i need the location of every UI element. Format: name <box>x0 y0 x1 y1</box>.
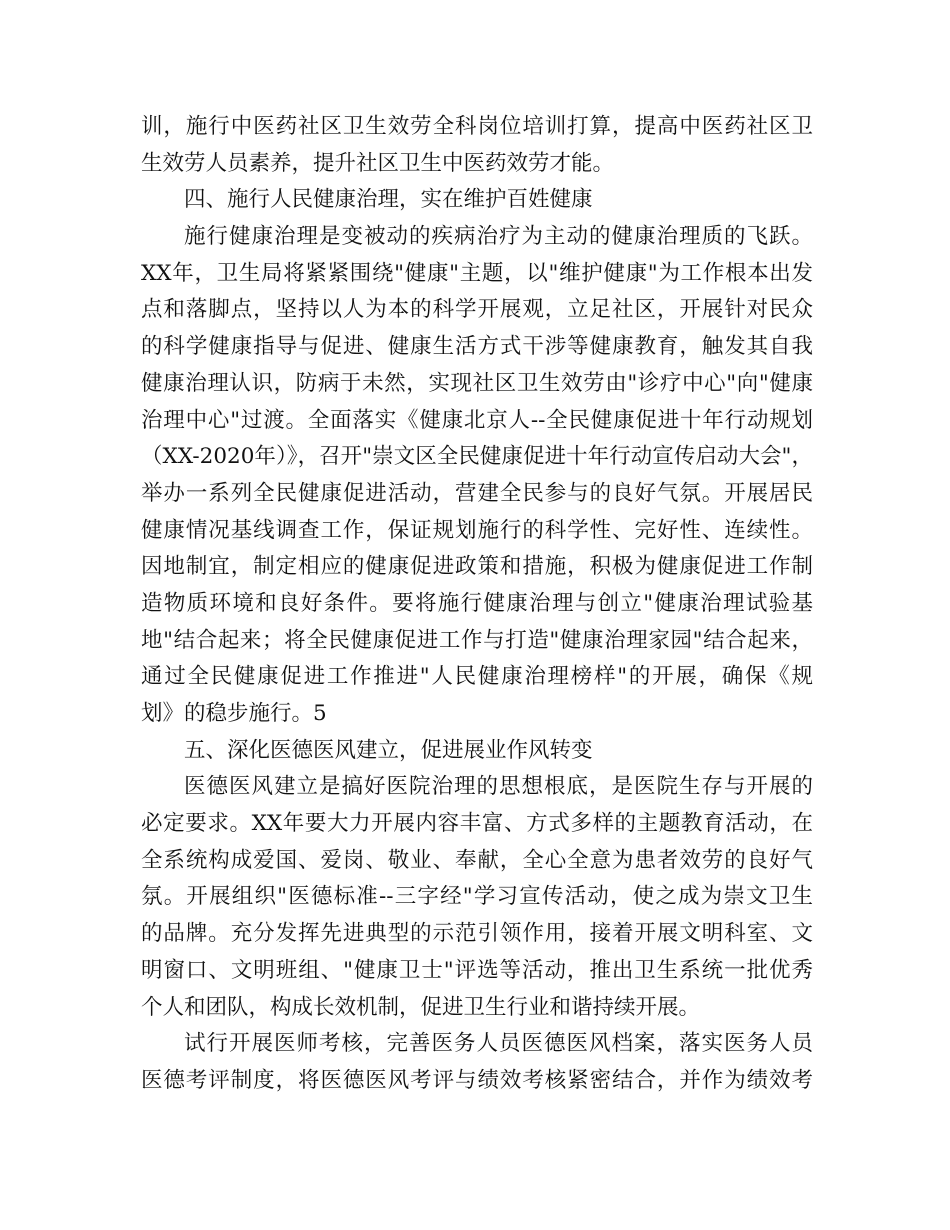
text-line: 治理中心"过渡。全面落实《健康北京人--全民健康促进十年行动规划 <box>141 407 813 433</box>
text-line: XX年，卫生局将紧紧围绕"健康"主题，以"维护健康"为工作根本出发 <box>141 260 813 286</box>
text-line: 全系统构成爱国、爱岗、敬业、奉献，全心全意为患者效劳的良好气 <box>141 847 813 873</box>
text-line: 因地制宜，制定相应的健康促进政策和措施，积极为健康促进工作制 <box>141 554 813 580</box>
text-line: 必定要求。XX年要大力开展内容丰富、方式多样的主题教育活动，在 <box>141 811 813 837</box>
text-line: 个人和团队，构成长效机制，促进卫生行业和谐持续开展。 <box>141 994 701 1020</box>
text-line: 氛。开展组织"医德标准--三字经"学习宣传活动，使之成为崇文卫生 <box>141 884 813 910</box>
text-line: 试行开展医师考核，完善医务人员医德医风档案，落实医务人员 <box>184 1031 813 1057</box>
text-line: 训，施行中医药社区卫生效劳全科岗位培训打算，提高中医药社区卫 <box>141 114 813 139</box>
text-line: 健康治理认识，防病于未然，实现社区卫生效劳由"诊疗中心"向"健康 <box>141 370 813 396</box>
text-line: 明窗口、文明班组、"健康卫士"评选等活动，推出卫生系统一批优秀 <box>141 957 813 983</box>
text-line: 划》的稳步施行。5 <box>141 701 327 726</box>
text-line: 的品牌。充分发挥先进典型的示范引领作用，接着开展文明科室、文 <box>141 921 813 947</box>
text-line: 通过全民健康促进工作推进"人民健康治理榜样"的开展，确保《规 <box>141 664 813 690</box>
text-line: 医德医风建立是搞好医院治理的思想根底，是医院生存与开展的 <box>184 774 813 800</box>
text-line: （XX-2020年）》，召开"崇文区全民健康促进十年行动宣传启动大会"， <box>141 444 813 470</box>
text-line: 健康情况基线调查工作，保证规划施行的科学性、完好性、连续性。 <box>141 517 813 543</box>
text-line: 造物质环境和良好条件。要将施行健康治理与创立"健康治理试验基 <box>141 590 813 616</box>
text-line: 举办一系列全民健康促进活动，营建全民参与的良好气氛。开展居民 <box>141 480 813 506</box>
text-line: 点和落脚点，坚持以人为本的科学开展观，立足社区，开展针对民众 <box>141 297 813 323</box>
section-heading: 五、深化医德医风建立，促进展业作风转变 <box>184 737 593 763</box>
document-body <box>141 109 813 1100</box>
text-line: 的科学健康指导与促进、健康生活方式干涉等健康教育，触发其自我 <box>141 334 813 360</box>
text-line: 生效劳人员素养，提升社区卫生中医药效劳才能。 <box>141 150 615 176</box>
text-line: 医德考评制度，将医德医风考评与绩效考核紧密结合，并作为绩效考 <box>141 1067 813 1093</box>
text-line: 地"结合起来；将全民健康促进工作与打造"健康治理家园"结合起来， <box>141 627 813 653</box>
text-line: 施行健康治理是变被动的疾病治疗为主动的健康治理质的飞跃。 <box>184 224 813 250</box>
section-heading: 四、施行人民健康治理，实在维护百姓健康 <box>184 187 593 213</box>
